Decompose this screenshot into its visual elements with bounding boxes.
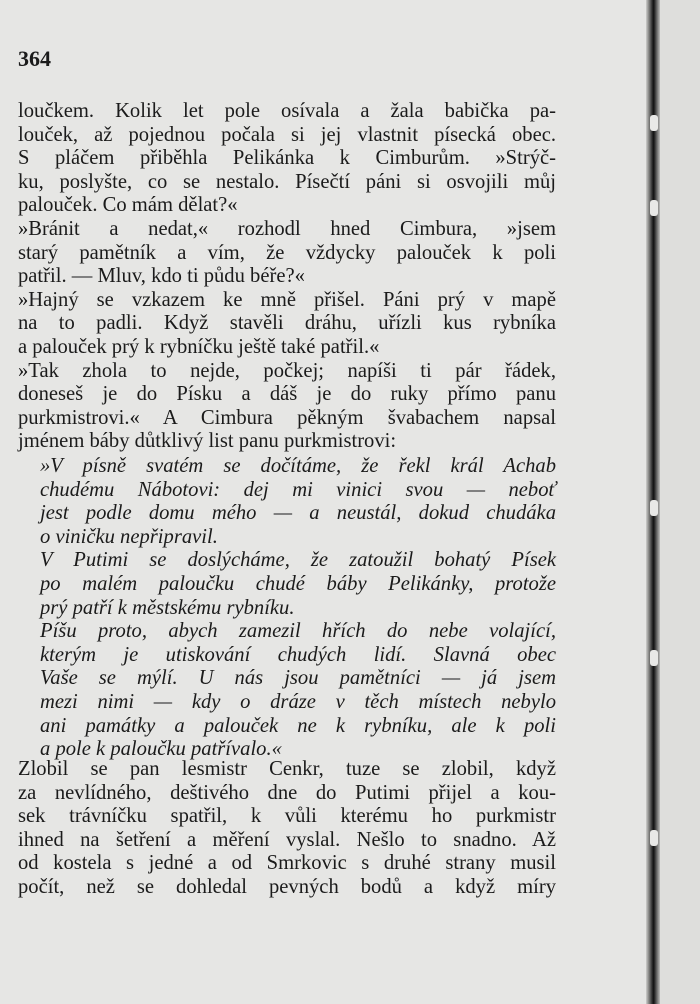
binding-stitch <box>650 200 658 216</box>
text-line: »Bránit a nedat,« rozhodl hned Cimbura, »jsem <box>18 217 556 240</box>
text-line: starý pamětník a vím, že vždycky palouček k poli <box>18 241 556 264</box>
text-line: louček, až pojednou počala si jej vlastnit písecká obec. <box>18 123 556 146</box>
text-line: palouček. Co mám dělat?« <box>18 194 238 217</box>
quote-line: ani památky a palouček ne k rybníku, ale k poli <box>40 714 556 737</box>
page-number: 364 <box>18 46 51 71</box>
quote-line: prý patří k městskému rybníku. <box>40 596 295 619</box>
closing-text <box>18 758 556 900</box>
quote-line: po malém paloučku chudé báby Pelikánky, protože <box>40 572 556 595</box>
body-text <box>18 100 556 454</box>
binding-stitch <box>650 115 658 131</box>
text-line: Zlobil se pan lesmistr Cenkr, tuze se zlobil, když <box>18 758 556 780</box>
quote-line: kterým je utiskování chudých lidí. Slavná obec <box>40 643 556 666</box>
letter-quote <box>40 455 556 762</box>
adjacent-page-edge <box>660 0 700 1004</box>
quote-line: »V písně svatém se dočítáme, že řekl král Achab <box>40 455 556 477</box>
binding-stitch <box>650 650 658 666</box>
text-line: od kostela s jedné a od Smrkovic s druhé strany musil <box>18 852 556 875</box>
quote-line: Vaše se mýlí. U nás jsou pamětníci — já jsem <box>40 667 556 690</box>
text-line: za nevlídného, deštivého dne do Putimi přijel a kou- <box>18 781 556 804</box>
binding-stitch <box>650 830 658 846</box>
quote-line: a pole k paloučku patřívalo.« <box>40 738 282 761</box>
text-line: patřil. — Mluv, kdo ti půdu béře?« <box>18 265 305 288</box>
binding-stitch <box>650 500 658 516</box>
text-line: ku, poslyšte, co se nestalo. Písečtí páni si osvojili můj <box>18 170 556 193</box>
text-line: jménem báby důtklivý list panu purkmistrovi: <box>18 430 397 453</box>
text-line: purkmistrovi.« A Cimbura pěkným švabachem napsal <box>18 406 556 429</box>
text-line: počít, než se dohledal pevných bodů a když míry <box>18 875 556 898</box>
quote-line: V Putimi se doslýcháme, že zatoužil bohatý Písek <box>40 549 556 572</box>
text-line: »Hajný se vzkazem ke mně přišel. Páni prý v mapě <box>18 288 556 311</box>
quote-line: jest podle domu mého — a neustál, dokud chudáka <box>40 502 556 525</box>
quote-line: mezi nimi — kdy o dráze v těch místech nebylo <box>40 690 556 713</box>
quote-line: chudému Nábotovi: dej mi vinici svou — neboť <box>40 478 556 501</box>
quote-line: o viničku nepřipravil. <box>40 525 218 548</box>
text-line: ihned na šetření a měření vyslal. Nešlo to snadno. Až <box>18 828 556 851</box>
text-line: na to padli. Když stavěli dráhu, uřízli kus rybníka <box>18 312 556 335</box>
text-line: a palouček prý k rybníčku ještě také patřil.« <box>18 335 380 358</box>
text-line: loučkem. Kolik let pole osívala a žala babička pa- <box>18 100 556 122</box>
text-line: »Tak zhola to nejde, počkej; napíši ti pár řádek, <box>18 359 556 382</box>
text-line: sek trávníčku spatřil, k vůli kterému ho purkmistr <box>18 805 556 828</box>
quote-line: Píšu proto, abych zamezil hřích do nebe volající, <box>40 620 556 643</box>
text-line: S pláčem přiběhla Pelikánka k Cimburům. »Strýč- <box>18 147 556 170</box>
text-line: doneseš je do Písku a dáš je do ruky přímo panu <box>18 383 556 406</box>
